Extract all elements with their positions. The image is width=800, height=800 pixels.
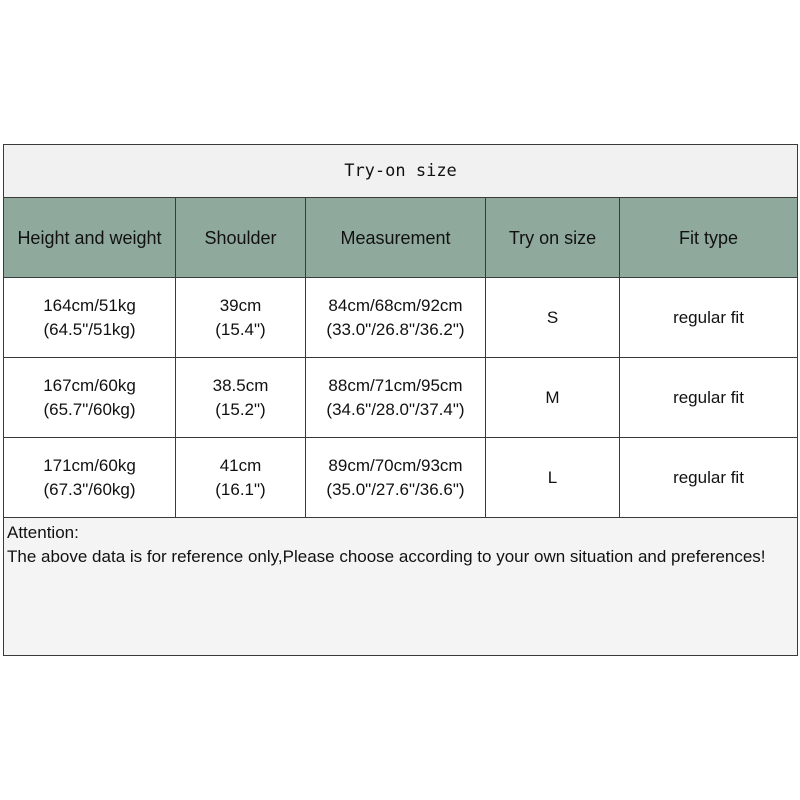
metric-value: 39cm [219, 295, 262, 315]
metric-value: 89cm/70cm/93cm [328, 455, 463, 475]
cell-measurement [306, 438, 486, 518]
cell-size: S [486, 278, 620, 358]
cell-fit: regular fit [620, 438, 798, 518]
cell-height-weight [4, 278, 176, 358]
imperial-value: (16.1") [215, 479, 266, 499]
header-shoulder: Shoulder [176, 198, 306, 278]
cell-shoulder [176, 358, 306, 438]
title-row [4, 145, 798, 198]
imperial-value: (67.3"/60kg) [43, 479, 136, 499]
imperial-value: (64.5"/51kg) [43, 319, 136, 339]
metric-value: 171cm/60kg [43, 455, 136, 475]
cell-size: L [486, 438, 620, 518]
table-row [4, 358, 798, 438]
note-heading: Attention: [7, 523, 79, 542]
cell-fit: regular fit [620, 358, 798, 438]
header-fit-type: Fit type [620, 198, 798, 278]
size-chart-table [3, 144, 798, 656]
cell-measurement [306, 358, 486, 438]
metric-value: 167cm/60kg [43, 375, 136, 395]
cell-size: M [486, 358, 620, 438]
table-row [4, 438, 798, 518]
metric-value: 38.5cm [212, 375, 269, 395]
header-row [4, 198, 798, 278]
metric-value: 84cm/68cm/92cm [328, 295, 463, 315]
header-try-on-size: Try on size [486, 198, 620, 278]
imperial-value: (15.4") [215, 319, 266, 339]
attention-note [4, 518, 798, 656]
cell-shoulder [176, 438, 306, 518]
cell-height-weight [4, 358, 176, 438]
cell-fit: regular fit [620, 278, 798, 358]
table-row [4, 278, 798, 358]
cell-shoulder [176, 278, 306, 358]
table-title: Try-on size [4, 145, 798, 198]
imperial-value: (65.7"/60kg) [43, 399, 136, 419]
metric-value: 88cm/71cm/95cm [328, 375, 463, 395]
imperial-value: (33.0"/26.8"/36.2") [326, 319, 465, 339]
metric-value: 164cm/51kg [43, 295, 136, 315]
cell-measurement [306, 278, 486, 358]
imperial-value: (35.0"/27.6"/36.6") [326, 479, 465, 499]
imperial-value: (34.6"/28.0"/37.4") [326, 399, 465, 419]
note-text: The above data is for reference only,Please choose according to your own situation and preferences! [7, 547, 766, 566]
cell-height-weight [4, 438, 176, 518]
header-height-weight: Height and weight [4, 198, 176, 278]
metric-value: 41cm [219, 455, 262, 475]
imperial-value: (15.2") [215, 399, 266, 419]
note-row [4, 518, 798, 656]
header-measurement: Measurement [306, 198, 486, 278]
